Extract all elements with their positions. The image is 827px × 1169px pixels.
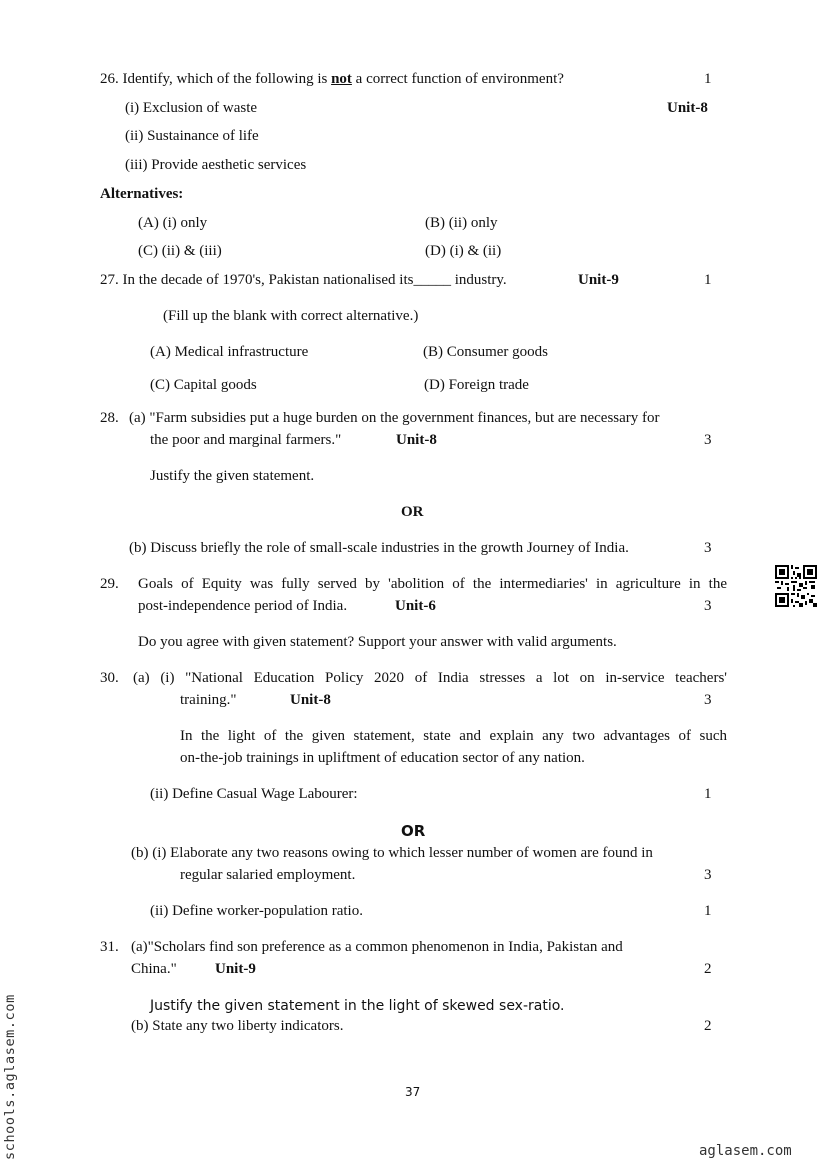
- qr-code-icon: [775, 565, 817, 607]
- q31-a-marks: 2: [704, 961, 712, 977]
- q30-a-ii-marks: 1: [704, 786, 712, 802]
- q30-a-i-para-line2: on-the-job trainings in upliftment of education sector of any nation.: [180, 750, 585, 766]
- site-watermark: aglasem.com: [699, 1143, 792, 1159]
- q29-line1: Goals of Equity was fully served by 'abolition of the intermediaries' in agriculture in the: [138, 576, 727, 592]
- q28-justify: Justify the given statement.: [150, 468, 315, 484]
- q30-a-i-para-line1: In the light of the given statement, state and explain any two advantages of such: [180, 728, 727, 744]
- q28-unit: Unit-8: [396, 432, 437, 448]
- q26-option-d: (D) (i) & (ii): [425, 243, 502, 259]
- q26-emphasis: not: [331, 71, 352, 87]
- q29-prompt: Do you agree with given statement? Support your answer with valid arguments.: [138, 634, 617, 650]
- side-watermark: schools.aglasem.com: [2, 994, 18, 1160]
- q28-or: OR: [401, 504, 424, 520]
- q26-marks: 1: [704, 71, 712, 87]
- q30-or: OR: [401, 822, 426, 840]
- q26-unit: Unit-8: [667, 100, 708, 116]
- q26-option-c: (C) (ii) & (iii): [138, 243, 222, 259]
- q28-a-line2: the poor and marginal farmers.": [150, 432, 342, 448]
- q31-a-line1: (a)"Scholars find son preference as a common phenomenon in India, Pakistan and: [131, 939, 623, 955]
- q31-b: (b) State any two liberty indicators.: [131, 1018, 344, 1034]
- q29-number: 29.: [100, 576, 119, 592]
- q29-marks: 3: [704, 598, 712, 614]
- q27-unit: Unit-9: [578, 272, 619, 288]
- q26-option-b: (B) (ii) only: [425, 215, 498, 231]
- q31-number: 31.: [100, 939, 119, 955]
- q28-a-marks: 3: [704, 432, 712, 448]
- q31-justify: Justify the given statement in the light of skewed sex-ratio.: [150, 998, 565, 1014]
- q27-option-c: (C) Capital goods: [150, 377, 257, 393]
- q30-b-i-line2: regular salaried employment.: [180, 867, 356, 883]
- q26-item-2: (ii) Sustainance of life: [125, 128, 259, 144]
- q30-a-i-line2: training.": [180, 692, 237, 708]
- q27-marks: 1: [704, 272, 712, 288]
- q26-item-3: (iii) Provide aesthetic services: [125, 157, 307, 173]
- q30-b-ii: (ii) Define worker-population ratio.: [150, 903, 363, 919]
- q28-a-line1: (a) "Farm subsidies put a huge burden on the government finances, but are necessary for: [129, 410, 660, 426]
- q31-b-marks: 2: [704, 1018, 712, 1034]
- q26-option-a: (A) (i) only: [138, 215, 208, 231]
- q30-b-i-marks: 3: [704, 867, 712, 883]
- q30-a-i-marks: 3: [704, 692, 712, 708]
- q30-a-i-line1: (a) (i) "National Education Policy 2020 of India stresses a lot on in-service teachers': [133, 670, 727, 686]
- q27-option-a: (A) Medical infrastructure: [150, 344, 309, 360]
- q26-item-1: (i) Exclusion of waste: [125, 100, 258, 116]
- q31-a-line2: China.": [131, 961, 177, 977]
- q28-b-marks: 3: [704, 540, 712, 556]
- q26-alternatives-heading: Alternatives:: [100, 186, 184, 202]
- q28-b: (b) Discuss briefly the role of small-scale industries in the growth Journey of India.: [129, 540, 629, 556]
- q29-line2: post-independence period of India.: [138, 598, 348, 614]
- q30-a-ii: (ii) Define Casual Wage Labourer:: [150, 786, 358, 802]
- q28-number: 28.: [100, 410, 119, 426]
- q30-number: 30.: [100, 670, 119, 686]
- q30-b-ii-marks: 1: [704, 903, 712, 919]
- q31-unit: Unit-9: [215, 961, 256, 977]
- q30-b-i-line1: (b) (i) Elaborate any two reasons owing to which lesser number of women are found in: [131, 845, 653, 861]
- q27-option-b: (B) Consumer goods: [423, 344, 548, 360]
- q27-instruction: (Fill up the blank with correct alternative.): [163, 308, 419, 324]
- q26-question: 26. Identify, which of the following is not a correct function of environment?: [100, 71, 564, 87]
- q27-question: 27. In the decade of 1970's, Pakistan nationalised its_____ industry.: [100, 272, 507, 288]
- q30-unit: Unit-8: [290, 692, 331, 708]
- page-number: 37: [405, 1085, 421, 1099]
- q27-option-d: (D) Foreign trade: [424, 377, 529, 393]
- q29-unit: Unit-6: [395, 598, 436, 614]
